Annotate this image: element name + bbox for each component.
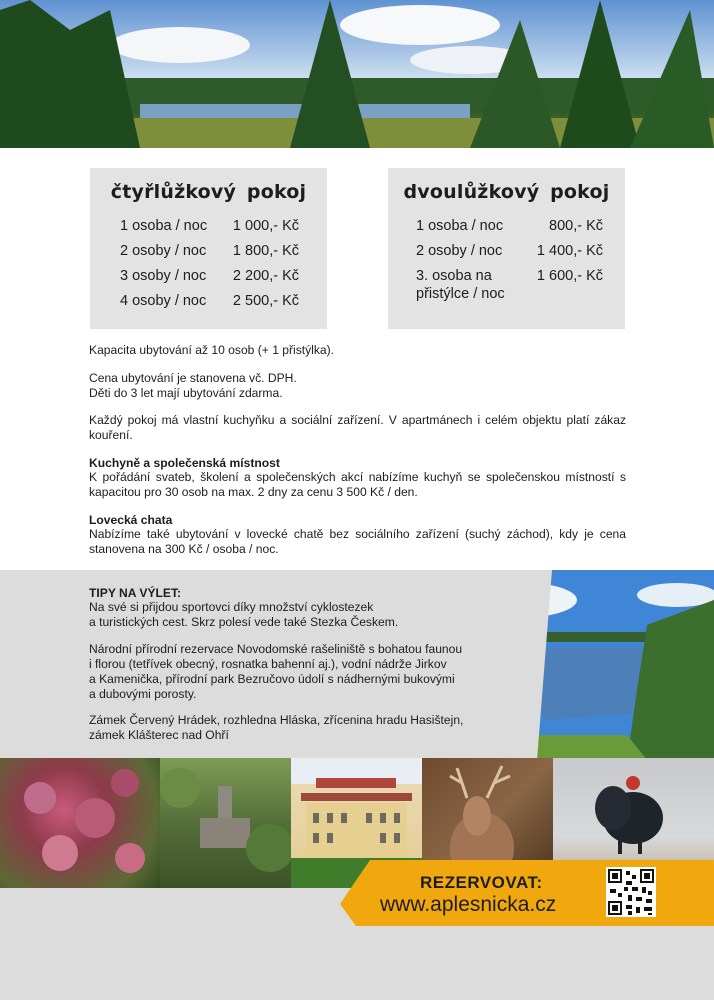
price-label: 1 osoba / noc xyxy=(416,218,504,234)
lodge-text: Nabízíme také ubytování v lovecké chatě bez sociálního zařízení (suchý záchod), kdy je cena stanovena na 300 Kč / osoba / noc. xyxy=(89,527,626,557)
room-price-box-quad xyxy=(90,168,327,329)
tips-line: zámek Klášterec nad Ohří xyxy=(89,728,229,742)
price-label-line2: přistýlce / noc xyxy=(416,286,505,302)
tips-line: Zámek Červený Hrádek, rozhledna Hláska, zřícenina hradu Hasištejn, xyxy=(89,713,464,727)
children-text: Děti do 3 let mají ubytování zdarma. xyxy=(89,386,283,400)
price-value: 2 500,- Kč xyxy=(232,293,299,309)
price-row xyxy=(416,218,603,236)
price-row xyxy=(416,268,603,306)
price-label: 3 osoby / noc xyxy=(120,268,207,284)
price-value: 2 200,- Kč xyxy=(232,268,299,284)
price-label: 1 osoba / noc xyxy=(120,218,208,234)
price-row xyxy=(120,268,299,286)
sundew-photo xyxy=(0,758,160,888)
price-label: 4 osoby / noc xyxy=(120,293,207,309)
tips-heading: TIPY NA VÝLET: xyxy=(89,586,182,600)
castle-ruin-photo xyxy=(160,758,291,888)
qr-code-icon[interactable] xyxy=(606,867,656,917)
tips-line: a dubovými porosty. xyxy=(89,687,197,701)
website-link[interactable]: www.aplesnicka.cz xyxy=(380,893,557,916)
price-row xyxy=(120,293,299,311)
room-title: čtyřlůžkový pokoj xyxy=(110,181,307,203)
price-vat-text: Cena ubytování je stanovena vč. DPH. xyxy=(89,371,297,385)
kitchen-heading: Kuchyně a společenská místnost xyxy=(89,456,280,470)
price-label: 2 osoby / noc xyxy=(416,243,503,259)
price-value: 1 400,- Kč xyxy=(536,243,603,259)
room-price-box-double xyxy=(388,168,625,329)
lake-photo xyxy=(447,570,714,760)
reservation-label: REZERVOVAT: xyxy=(420,873,543,892)
tips-line: a turistických cest. Skrz polesí vede také Stezka Českem. xyxy=(89,615,399,629)
price-row xyxy=(120,218,299,236)
header-landscape-photo xyxy=(0,0,714,148)
price-row xyxy=(120,243,299,261)
price-value: 1 600,- Kč xyxy=(536,268,603,284)
price-value: 1 000,- Kč xyxy=(232,218,299,234)
rooms-note-text: Každý pokoj má vlastní kuchyňku a sociální zařízení. V apartmánech i celém objektu platí zákaz kouření. xyxy=(89,413,626,443)
tips-line: Na své si přijdou sportovci díky množství cyklostezek xyxy=(89,600,374,614)
tips-line: Národní přírodní rezervace Novodomské rašeliniště s bohatou faunou xyxy=(89,642,463,656)
price-label: 2 osoby / noc xyxy=(120,243,207,259)
price-label: 3. osoba na xyxy=(416,268,492,284)
tips-line: a Kamenička, přírodní park Bezručovo údolí s nádhernými bukovými xyxy=(89,672,455,686)
kitchen-text: K pořádání svateb, školení a společenských akcí nabízíme kuchyň se společenskou místností s kapacitou pro 30 osob na max. 2 dny za cenu 3 500 Kč / den. xyxy=(89,470,626,500)
room-title: dvoulůžkový pokoj xyxy=(403,181,610,203)
capacity-text: Kapacita ubytování až 10 osob (+ 1 přistýlka). xyxy=(89,343,335,357)
price-value: 1 800,- Kč xyxy=(232,243,299,259)
price-row xyxy=(416,243,603,261)
price-value: 800,- Kč xyxy=(549,218,603,234)
lodge-heading: Lovecká chata xyxy=(89,513,173,527)
tips-line: i florou (tetřívek obecný, rosnatka bahenní aj.), vodní nádrže Jirkov xyxy=(89,657,447,671)
